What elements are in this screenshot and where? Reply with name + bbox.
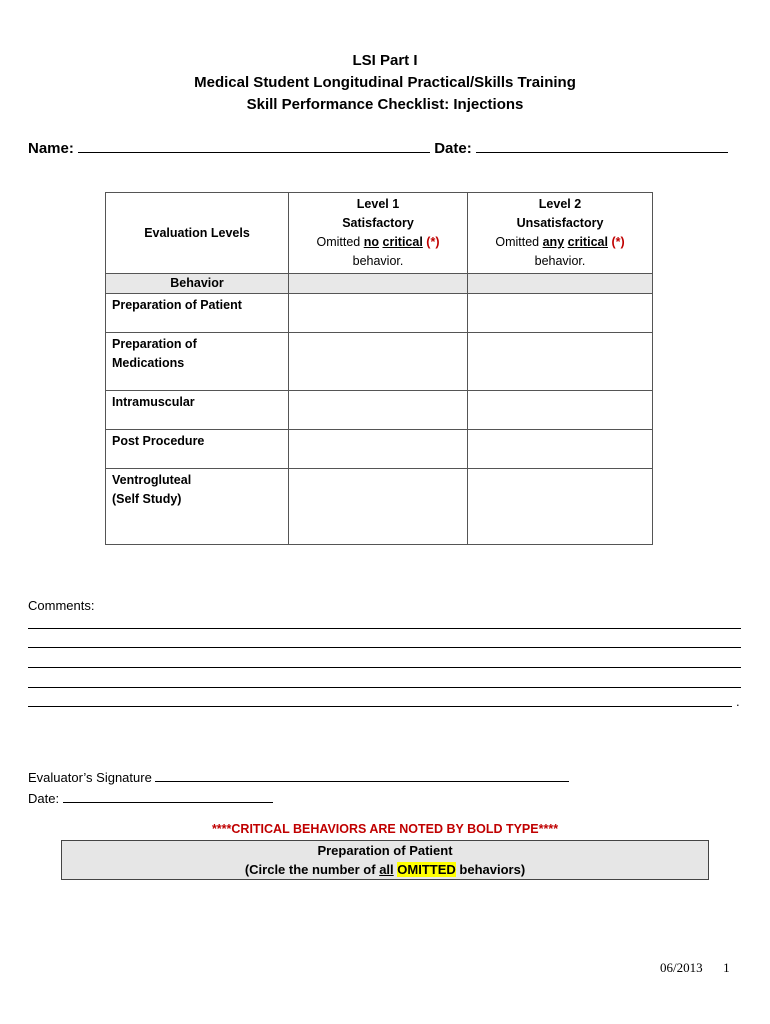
page-number: 1: [723, 960, 730, 975]
date-label: Date:: [434, 140, 472, 157]
level-1-criteria: Omitted no critical (*): [316, 235, 440, 249]
evaluation-table: [105, 192, 653, 545]
comment-line[interactable]: [28, 628, 741, 629]
document-subtitle-checklist: Skill Performance Checklist: Injections: [246, 96, 524, 113]
comment-line[interactable]: [28, 706, 732, 707]
level-2-cell[interactable]: [468, 391, 653, 430]
level-2-behavior: behavior.: [534, 254, 586, 268]
evaluation-header-row: [106, 193, 653, 274]
name-field[interactable]: [78, 138, 430, 153]
level-1-status: Satisfactory: [342, 216, 414, 230]
patient-box-title: Preparation of Patient: [317, 843, 453, 858]
document-title-block: [0, 50, 770, 116]
omitted-highlight: OMITTED: [397, 862, 456, 877]
row-label-intramuscular: Intramuscular: [106, 391, 289, 430]
row-label-post-procedure: Post Procedure: [106, 430, 289, 469]
table-row: [106, 391, 653, 430]
table-row: [106, 430, 653, 469]
row-label-preparation-of-patient: Preparation of Patient: [106, 294, 289, 333]
behavior-header-blank-2: [468, 274, 653, 294]
level-2-cell[interactable]: [468, 294, 653, 333]
level-1-cell[interactable]: [289, 469, 468, 545]
page-footer: [660, 960, 730, 976]
level-2-cell[interactable]: [468, 430, 653, 469]
comment-line[interactable]: [28, 647, 741, 648]
date-field[interactable]: [476, 138, 728, 153]
level-1-cell[interactable]: [289, 391, 468, 430]
signature-block: [28, 767, 569, 809]
table-row: [106, 333, 653, 391]
level-1-header: [289, 193, 468, 274]
table-row: [106, 469, 653, 545]
comments-period: .: [736, 694, 740, 709]
level-1-behavior: behavior.: [352, 254, 404, 268]
name-label: Name:: [28, 140, 74, 157]
level-2-cell[interactable]: [468, 333, 653, 391]
comments-label: Comments:: [28, 598, 95, 613]
level-2-header: [468, 193, 653, 274]
level-2-status: Unsatisfactory: [516, 216, 604, 230]
evaluation-levels-header: Evaluation Levels: [106, 193, 289, 274]
level-2-criteria: Omitted any critical (*): [495, 235, 625, 249]
comment-line[interactable]: [28, 687, 741, 688]
table-row: [106, 294, 653, 333]
evaluator-signature-field[interactable]: [155, 767, 569, 782]
behavior-header-blank-1: [289, 274, 468, 294]
comment-line[interactable]: [28, 667, 741, 668]
name-date-line: [28, 138, 728, 157]
date-label-2: Date:: [28, 791, 60, 806]
row-label-ventrogluteal: Ventrogluteal (Self Study): [106, 469, 289, 545]
level-1-title: Level 1: [356, 197, 400, 211]
date-field-2[interactable]: [63, 788, 273, 803]
critical-behaviors-note: ****CRITICAL BEHAVIORS ARE NOTED BY BOLD TYPE****: [211, 822, 559, 836]
behavior-header-row: [106, 274, 653, 294]
patient-box-instruction: (Circle the number of all OMITTED behaviors): [244, 862, 526, 877]
preparation-of-patient-box: [61, 840, 709, 880]
level-1-cell[interactable]: [289, 294, 468, 333]
document-subtitle: Medical Student Longitudinal Practical/Skills Training: [194, 74, 576, 91]
level-2-title: Level 2: [538, 197, 582, 211]
behavior-header: Behavior: [106, 274, 289, 294]
document-title: LSI Part I: [352, 52, 418, 69]
level-2-cell[interactable]: [468, 469, 653, 545]
level-1-cell[interactable]: [289, 333, 468, 391]
row-label-preparation-of-medications: Preparation of Medications: [106, 333, 289, 391]
footer-date: 06/2013: [660, 960, 703, 975]
level-1-cell[interactable]: [289, 430, 468, 469]
evaluator-signature-label: Evaluator’s Signature: [28, 770, 152, 785]
